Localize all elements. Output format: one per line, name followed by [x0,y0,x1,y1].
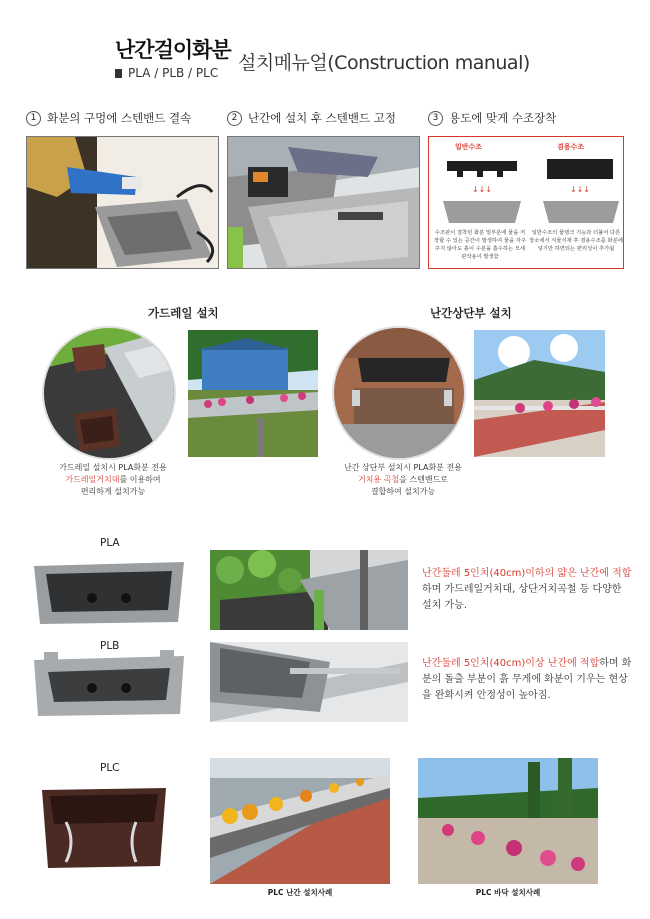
railtop-caption [320,462,486,498]
guardrail-caption-line-3: 편리하게 설치가능 [80,487,146,496]
pla-description [422,566,632,614]
step-1-text: 화분의 구멍에 스텐밴드 결속 [47,111,192,125]
step-3-text: 용도에 맞게 수조장착 [449,111,557,125]
step-3-label [428,110,556,126]
pla-install-photo [210,550,408,630]
bullet-square-icon [115,69,122,78]
step-2-label [227,110,396,126]
step-1-label [26,110,191,126]
combo-tank-label: 겸용수조 [557,143,585,151]
model-list-text: PLA / PLB / PLC [128,66,219,80]
pla-description-rest: 하며 가드레일거치대, 상단거치곡철 등 다양한 설치 가능. [422,584,622,611]
plc-label: PLC [100,762,120,774]
combo-tank-text: 일반수조의 물탱크 기능과 더불어 다른 장소에서 식물식재 후 겸용수조를 화분에 넣기만 하면되는 편리성이 추가됨 [529,230,623,252]
pla-description-highlight: 난간둘레 5인치(40cm)이하의 얇은 난간에 적합 [422,568,632,579]
plc-railing-photo [210,758,390,884]
railtop-section-title: 난간상단부 설치 [430,306,512,320]
step-number-1: 1 [26,111,41,126]
pla-product-image [30,558,188,628]
general-tank-text: 수조판이 결착된 화분 밑부분에 물을 저장할 수 있는 공간이 발생하여 물을 자주 주지 않아도 흙이 수분을 흡수하는 모세관작용이 발생함 [434,230,526,260]
step-2-photo [227,136,420,269]
svg-text:↓↓↓: ↓↓↓ [569,185,591,194]
plc-product-image [36,782,172,874]
plb-description-highlight: 난간둘레 5인치(40cm)이상 난간에 적합 [422,658,600,669]
railtop-caption-line-2 [320,474,486,486]
plc-railing-caption: PLC 난간 설치사례 [267,888,333,897]
railtop-bracket-highlight: 거치용 곡철 [357,475,400,484]
railtop-install-photo [474,330,605,457]
step-number-2: 2 [227,111,242,126]
railtop-caption-line-3: 결합하여 설치가능 [370,487,436,496]
guardrail-mount-highlight: 가드레일거치대 [65,475,120,484]
railtop-detail-photo [332,326,466,460]
plc-floor-photo [418,758,598,884]
guardrail-section-title: 가드레일 설치 [148,306,219,320]
manual-title: 설치메뉴얼(Construction manual) [238,52,530,74]
svg-text:↓↓↓: ↓↓↓ [471,185,493,194]
plb-product-image [30,650,188,720]
plb-description [422,656,632,704]
plc-floor-caption: PLC 바닥 설치사례 [475,888,541,897]
pla-label: PLA [100,537,120,549]
page-title: 난간걸이화분 [115,38,231,62]
guardrail-caption-rest: 를 이용하여 [119,475,161,484]
guardrail-detail-photo [42,326,176,460]
plb-install-photo [210,642,408,722]
step-3-diagram [428,136,624,269]
guardrail-caption-line-2 [30,474,196,486]
guardrail-caption [30,462,196,498]
model-list [115,66,218,80]
guardrail-install-photo [188,330,318,457]
step-number-3: 3 [428,111,443,126]
step-1-photo [26,136,219,269]
railtop-caption-rest: 을 스텐밴드로 [399,475,449,484]
general-tank-label: 일반수조 [455,143,483,151]
step-2-text: 난간에 설치 후 스텐밴드 고정 [248,111,396,125]
railtop-caption-line-1: 난간 상단부 설치시 PLA화분 전용 [344,463,462,472]
plb-label: PLB [100,640,120,652]
plb-description-rest: 하며 화분의 돌출 부분이 흙 무게에 화분이 기우는 현상을 완화시켜 안정성이 높아짐. [422,658,632,701]
guardrail-caption-line-1: 가드레일 설치시 PLA화분 전용 [59,463,167,472]
